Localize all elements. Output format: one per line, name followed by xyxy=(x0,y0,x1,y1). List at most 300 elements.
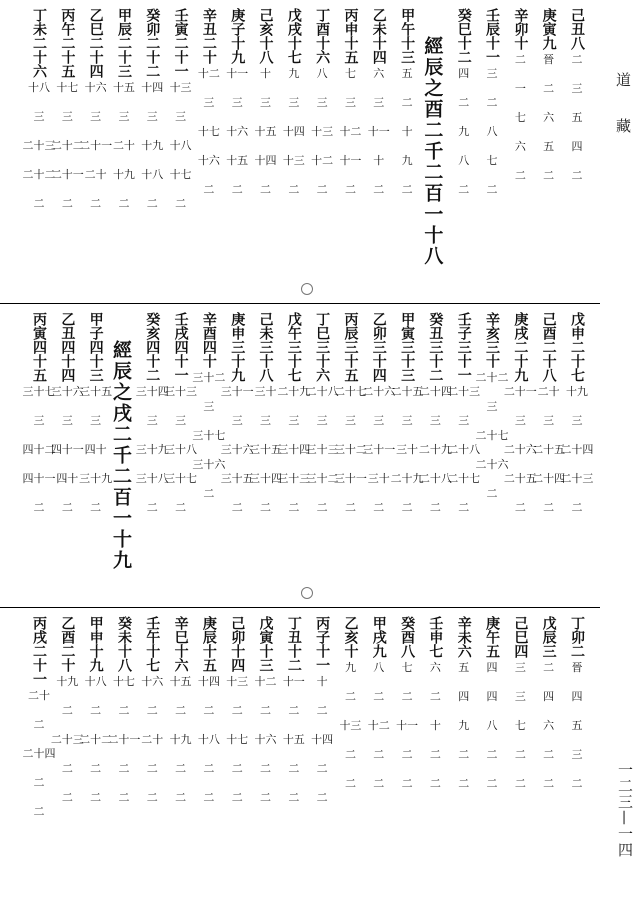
table-cell: 二 xyxy=(231,704,243,717)
table-cell: 十五 xyxy=(112,81,135,94)
table-column xyxy=(107,616,141,908)
table-cell: 二 xyxy=(33,197,45,210)
table-cell: 十四 xyxy=(282,125,305,138)
column-label: 壬子三十一 xyxy=(455,312,472,382)
table-cell: 二 xyxy=(373,183,385,196)
table-cell: 二十二 xyxy=(79,733,113,746)
table-cell: 二 xyxy=(118,197,130,210)
table-column xyxy=(22,312,56,602)
table-cell: 二十三 xyxy=(447,385,481,398)
column-label: 壬申七 xyxy=(427,616,444,658)
table-cell: 二十 xyxy=(537,385,560,398)
table-cell: 五 xyxy=(543,140,555,153)
table-cell: 三十五 xyxy=(79,385,113,398)
table-cell: 三十八 xyxy=(135,472,169,485)
table-cell: 二 xyxy=(288,501,300,514)
table-cell: 二 xyxy=(344,777,356,790)
table-cell: 二 xyxy=(514,501,526,514)
column-label: 庚午五 xyxy=(484,616,500,658)
register-top xyxy=(22,8,588,298)
table-column xyxy=(362,312,396,602)
column-label: 甲戌九 xyxy=(370,616,387,658)
table-cell: 三十九 xyxy=(79,472,113,485)
table-cell: 二 xyxy=(61,762,73,775)
table-cell: 三十五 xyxy=(220,472,254,485)
table-column xyxy=(396,8,418,298)
table-cell: 三 xyxy=(118,110,130,123)
table-cell: 十六 xyxy=(197,154,220,167)
table-cell: 二 xyxy=(571,777,583,790)
column-label: 己亥十八 xyxy=(257,8,274,64)
table-cell: 十七 xyxy=(197,125,220,138)
table-column xyxy=(50,312,84,602)
table-cell: 二十五 xyxy=(532,443,566,456)
table-cell: 二 xyxy=(260,791,271,804)
table-cell: 九 xyxy=(458,125,470,138)
table-cell: 二 xyxy=(373,777,385,790)
table-cell: 十八 xyxy=(141,168,164,181)
table-cell: 二 xyxy=(401,96,413,109)
table-cell: 二 xyxy=(373,690,385,703)
table-cell: 三 xyxy=(203,400,215,413)
table-cell: 八 xyxy=(373,661,385,674)
column-label: 癸丑三十二 xyxy=(427,312,444,382)
table-cell: 十五 xyxy=(226,154,249,167)
table-cell: 三 xyxy=(260,414,271,427)
table-cell: 八 xyxy=(486,719,498,732)
table-cell: 晉 xyxy=(543,53,555,66)
table-column xyxy=(538,8,560,298)
table-cell: 二 xyxy=(203,762,215,775)
column-label: 甲辰二十三 xyxy=(115,8,132,78)
column-label: 辛亥三十 xyxy=(484,312,500,368)
table-cell: 十四 xyxy=(254,154,277,167)
table-cell: 六 xyxy=(543,719,555,732)
table-column xyxy=(339,8,361,298)
table-column xyxy=(283,8,305,298)
table-cell: 二 xyxy=(203,704,215,717)
table-cell: 二 xyxy=(316,791,328,804)
table-cell: 二 xyxy=(118,762,130,775)
column-label: 己丑八 xyxy=(568,8,585,50)
table-cell: 二 xyxy=(146,762,158,775)
table-cell: 二 xyxy=(429,777,441,790)
table-cell: 二 xyxy=(571,53,583,66)
table-cell: 二十三 xyxy=(560,472,594,485)
table-column xyxy=(220,312,254,602)
table-column xyxy=(560,312,594,602)
table-cell: 二十七 xyxy=(447,472,481,485)
table-cell: 三 xyxy=(316,414,328,427)
table-cell: 二 xyxy=(344,501,356,514)
table-cell: 二 xyxy=(231,501,243,514)
table-cell: 二十一 xyxy=(50,168,84,181)
column-label: 戊戌十七 xyxy=(285,8,302,64)
table-cell: 七 xyxy=(514,111,526,124)
table-cell: 二十九 xyxy=(418,443,452,456)
table-cell: 十九 xyxy=(56,675,79,688)
table-column xyxy=(333,312,367,602)
table-cell: 十二 xyxy=(311,154,334,167)
table-cell: 八 xyxy=(458,154,470,167)
table-cell: 二十八 xyxy=(305,385,339,398)
column-label: 壬寅二十一 xyxy=(172,8,189,78)
table-column xyxy=(164,312,198,602)
column-label: 癸巳十二 xyxy=(455,8,472,64)
table-cell: 三 xyxy=(175,110,187,123)
table-cell: 三十六 xyxy=(192,458,226,471)
table-column xyxy=(141,8,163,298)
table-cell: 二 xyxy=(175,501,187,514)
table-cell: 二 xyxy=(33,805,45,818)
table-cell: 九 xyxy=(458,719,470,732)
table-cell: 三十七 xyxy=(192,429,226,442)
margin-mark-dao: 道 xyxy=(614,72,632,87)
table-cell: 三十 xyxy=(367,472,390,485)
table-column xyxy=(509,616,531,908)
table-column xyxy=(277,312,311,602)
table-cell: 四 xyxy=(543,690,555,703)
table-cell: 十九 xyxy=(112,168,135,181)
table-cell: 三十六 xyxy=(220,443,254,456)
table-cell: 十六 xyxy=(141,675,164,688)
table-cell: 三十二 xyxy=(305,472,339,485)
table-cell: 二 xyxy=(231,791,243,804)
table-cell: 十七 xyxy=(169,168,192,181)
table-cell: 二 xyxy=(90,762,102,775)
column-label: 丁巳三十六 xyxy=(314,312,331,382)
column-label: 庚申三十九 xyxy=(229,312,246,382)
table-column xyxy=(226,616,248,908)
table-column xyxy=(475,312,509,602)
column-label: 丁丑十二 xyxy=(285,616,302,672)
table-cell: 十七 xyxy=(56,81,79,94)
section-heading: 經辰之酉二千二百一十八 xyxy=(421,36,444,267)
table-cell: 三十三 xyxy=(164,385,198,398)
table-cell: 二十五 xyxy=(503,472,537,485)
table-cell: 八 xyxy=(316,67,328,80)
table-cell: 十四 xyxy=(197,675,220,688)
table-cell: 三 xyxy=(175,414,187,427)
table-cell: 三十五 xyxy=(249,443,282,456)
column-label: 戊辰三 xyxy=(540,616,557,658)
table-cell: 十六 xyxy=(84,81,107,94)
table-cell: 二 xyxy=(175,704,187,717)
table-cell: 二十六 xyxy=(362,385,396,398)
table-cell: 三 xyxy=(316,96,328,109)
register-divider-bottom xyxy=(0,607,600,608)
column-label: 乙巳二十四 xyxy=(87,8,104,78)
table-cell: 二十二 xyxy=(22,168,56,181)
table-cell: 二 xyxy=(514,777,526,790)
table-cell: 三 xyxy=(231,414,243,427)
column-label: 辛丑二十 xyxy=(200,8,217,64)
table-cell: 三十七 xyxy=(164,472,198,485)
table-cell: 二 xyxy=(486,183,498,196)
table-column xyxy=(390,312,424,602)
table-cell: 七 xyxy=(344,67,356,80)
column-label: 己巳四 xyxy=(512,616,529,658)
table-cell: 二十八 xyxy=(447,443,481,456)
table-cell: 三 xyxy=(146,110,158,123)
table-cell: 十三 xyxy=(169,81,192,94)
table-cell: 二 xyxy=(203,183,215,196)
table-cell: 二十 xyxy=(28,689,50,702)
table-cell: 二 xyxy=(175,791,187,804)
column-label: 乙酉二十 xyxy=(59,616,76,672)
table-cell: 二十 xyxy=(112,139,135,152)
table-cell: 二 xyxy=(33,501,45,514)
table-cell: 三 xyxy=(514,690,526,703)
table-cell: 二 xyxy=(514,53,526,66)
table-column xyxy=(481,616,503,908)
table-column xyxy=(503,312,537,602)
table-cell: 十 xyxy=(401,125,413,138)
table-cell: 二 xyxy=(61,197,73,210)
table-cell: 四 xyxy=(486,690,498,703)
table-cell: 六 xyxy=(373,67,385,80)
table-column xyxy=(141,616,163,908)
table-cell: 二 xyxy=(543,748,555,761)
column-label: 辛巳十六 xyxy=(172,616,189,672)
table-cell: 二 xyxy=(90,791,102,804)
table-cell: 六 xyxy=(543,111,555,124)
table-cell: 二 xyxy=(203,791,215,804)
table-column xyxy=(50,616,84,908)
table-cell: 三 xyxy=(344,414,356,427)
table-cell: 二 xyxy=(344,748,356,761)
column-label: 戊午三十七 xyxy=(285,312,302,382)
table-column xyxy=(566,8,588,298)
table-column xyxy=(22,8,56,298)
table-cell: 二 xyxy=(373,748,385,761)
table-cell: 十 xyxy=(373,154,385,167)
table-cell: 十二 xyxy=(197,67,220,80)
table-cell: 二 xyxy=(146,791,158,804)
table-column xyxy=(339,616,361,908)
table-cell: 三 xyxy=(486,67,498,80)
table-cell: 七 xyxy=(514,719,526,732)
register-divider-top xyxy=(0,303,600,304)
table-cell: 三十一 xyxy=(220,385,254,398)
table-column xyxy=(418,312,452,602)
table-cell: 三 xyxy=(401,414,413,427)
table-cell: 三十七 xyxy=(22,385,56,398)
table-cell: 二 xyxy=(543,82,555,95)
column-label: 乙卯三十四 xyxy=(370,312,387,382)
column-label: 甲寅三十三 xyxy=(399,312,416,382)
table-cell: 二 xyxy=(543,501,555,514)
table-cell: 十一 xyxy=(226,67,249,80)
column-label: 庚辰十五 xyxy=(200,616,217,672)
table-cell: 二 xyxy=(288,704,300,717)
table-cell: 十九 xyxy=(141,139,164,152)
table-cell: 七 xyxy=(401,661,413,674)
column-label: 丁酉十六 xyxy=(314,8,331,64)
table-column xyxy=(170,616,192,908)
column-label: 丙戌二十一 xyxy=(31,616,47,686)
column-label: 辛酉四十 xyxy=(200,312,217,368)
table-cell: 二十七 xyxy=(333,385,367,398)
table-cell: 三 xyxy=(61,110,73,123)
table-cell: 十六 xyxy=(254,733,277,746)
table-cell: 三 xyxy=(288,96,300,109)
table-cell: 十九 xyxy=(169,733,192,746)
table-column xyxy=(113,8,135,298)
table-cell: 二 xyxy=(429,690,441,703)
table-column xyxy=(447,312,481,602)
table-cell: 二十九 xyxy=(390,472,424,485)
table-column xyxy=(255,616,277,908)
table-column xyxy=(305,312,339,602)
table-cell: 十七 xyxy=(226,733,249,746)
column-label: 丙子十一 xyxy=(314,616,331,672)
column-label: 己卯十四 xyxy=(229,616,246,672)
table-cell: 二十二 xyxy=(50,139,84,152)
table-cell: 二 xyxy=(231,183,243,196)
column-label: 丙申十五 xyxy=(342,8,359,64)
table-cell: 二十五 xyxy=(390,385,424,398)
register-middle xyxy=(22,312,594,602)
table-column xyxy=(532,312,566,602)
table-cell: 二十三 xyxy=(50,733,84,746)
table-cell: 二 xyxy=(203,487,215,500)
table-cell: 三 xyxy=(571,414,583,427)
table-cell: 八 xyxy=(486,125,498,138)
table-cell: 十六 xyxy=(226,125,249,138)
table-cell: 十三 xyxy=(339,719,362,732)
table-cell: 二十六 xyxy=(475,458,509,471)
table-cell: 十二 xyxy=(367,719,390,732)
column-label: 甲申十九 xyxy=(87,616,104,672)
table-cell: 五 xyxy=(571,719,583,732)
table-cell: 二 xyxy=(175,762,187,775)
table-cell: 二 xyxy=(401,777,413,790)
table-cell: 二 xyxy=(61,501,73,514)
table-cell: 二 xyxy=(543,169,555,182)
table-cell: 二 xyxy=(429,748,441,761)
column-label: 甲子四十三 xyxy=(87,312,104,382)
table-cell: 二 xyxy=(33,776,45,789)
table-cell: 十五 xyxy=(282,733,305,746)
table-cell: 二十四 xyxy=(532,472,566,485)
table-cell: 三 xyxy=(344,96,356,109)
table-cell: 二十三 xyxy=(22,139,56,152)
table-cell: 二十九 xyxy=(277,385,311,398)
table-cell: 三 xyxy=(33,414,45,427)
table-column xyxy=(255,8,277,298)
table-cell: 十八 xyxy=(84,675,107,688)
table-cell: 二 xyxy=(260,704,271,717)
table-cell: 三 xyxy=(33,110,45,123)
table-cell: 二 xyxy=(288,762,300,775)
column-label: 丁卯二 xyxy=(568,616,585,658)
table-cell: 二十一 xyxy=(503,385,537,398)
table-cell: 二 xyxy=(118,791,130,804)
table-column xyxy=(79,616,113,908)
table-cell: 四十 xyxy=(84,443,107,456)
table-cell: 三十二 xyxy=(333,443,367,456)
table-cell: 二 xyxy=(458,501,470,514)
table-cell: 三十 xyxy=(396,443,419,456)
table-cell: 三 xyxy=(90,414,102,427)
column-label: 壬午十七 xyxy=(144,616,161,672)
table-cell: 二 xyxy=(543,777,555,790)
table-cell: 十一 xyxy=(282,675,305,688)
table-cell: 二 xyxy=(486,487,498,500)
table-cell: 二十四 xyxy=(22,747,56,760)
table-cell: 四 xyxy=(458,67,470,80)
table-cell: 四 xyxy=(486,661,498,674)
table-cell: 二 xyxy=(458,748,470,761)
column-label: 庚子十九 xyxy=(229,8,246,64)
table-cell: 三十八 xyxy=(164,443,198,456)
table-cell: 三十一 xyxy=(362,443,396,456)
table-cell: 三 xyxy=(61,414,73,427)
table-cell: 三十四 xyxy=(135,385,169,398)
table-cell: 十八 xyxy=(169,139,192,152)
table-column xyxy=(198,616,220,908)
table-cell: 二 xyxy=(486,96,498,109)
margin-mark-zang: 藏 xyxy=(614,118,632,133)
table-cell: 二 xyxy=(33,718,45,731)
column-label: 甲午十三 xyxy=(399,8,416,64)
table-column xyxy=(79,8,113,298)
table-cell: 十四 xyxy=(141,81,164,94)
table-cell: 五 xyxy=(458,661,470,674)
column-label: 乙亥十 xyxy=(342,616,359,658)
table-column xyxy=(424,616,446,908)
table-cell: 二 xyxy=(514,748,526,761)
table-cell: 二 xyxy=(61,791,73,804)
table-cell: 十 xyxy=(429,719,441,732)
table-cell: 三十四 xyxy=(277,443,311,456)
column-label: 癸未十八 xyxy=(115,616,132,672)
table-cell: 十三 xyxy=(226,675,249,688)
table-cell: 四十一 xyxy=(22,472,56,485)
table-cell: 二 xyxy=(90,501,102,514)
table-column xyxy=(79,312,113,602)
section-heading: 經辰之戌二千二百一十九 xyxy=(109,340,132,571)
table-cell: 三 xyxy=(146,414,158,427)
table-cell: 十八 xyxy=(28,81,50,94)
table-cell: 三十四 xyxy=(249,472,282,485)
table-column xyxy=(249,312,282,602)
table-cell: 十五 xyxy=(169,675,192,688)
table-cell: 二 xyxy=(486,748,498,761)
table-cell: 二 xyxy=(571,501,583,514)
table-cell: 二 xyxy=(90,197,102,210)
table-column xyxy=(283,616,305,908)
table-cell: 二 xyxy=(146,501,158,514)
table-cell: 二十二 xyxy=(475,371,509,384)
table-cell: 三 xyxy=(429,414,441,427)
table-column xyxy=(368,616,390,908)
table-column xyxy=(198,8,220,298)
table-cell: 三 xyxy=(231,96,243,109)
table-cell: 三 xyxy=(486,400,498,413)
column-label: 丙午二十五 xyxy=(59,8,76,78)
column-label: 癸酉八 xyxy=(399,616,416,658)
table-cell: 二 xyxy=(146,197,158,210)
column-label: 辛未六 xyxy=(455,616,472,658)
table-cell: 二 xyxy=(260,762,271,775)
table-cell: 三十三 xyxy=(305,443,339,456)
table-cell: 二十四 xyxy=(560,443,594,456)
table-column xyxy=(22,616,56,908)
table-cell: 十七 xyxy=(112,675,135,688)
table-cell: 十四 xyxy=(311,733,334,746)
